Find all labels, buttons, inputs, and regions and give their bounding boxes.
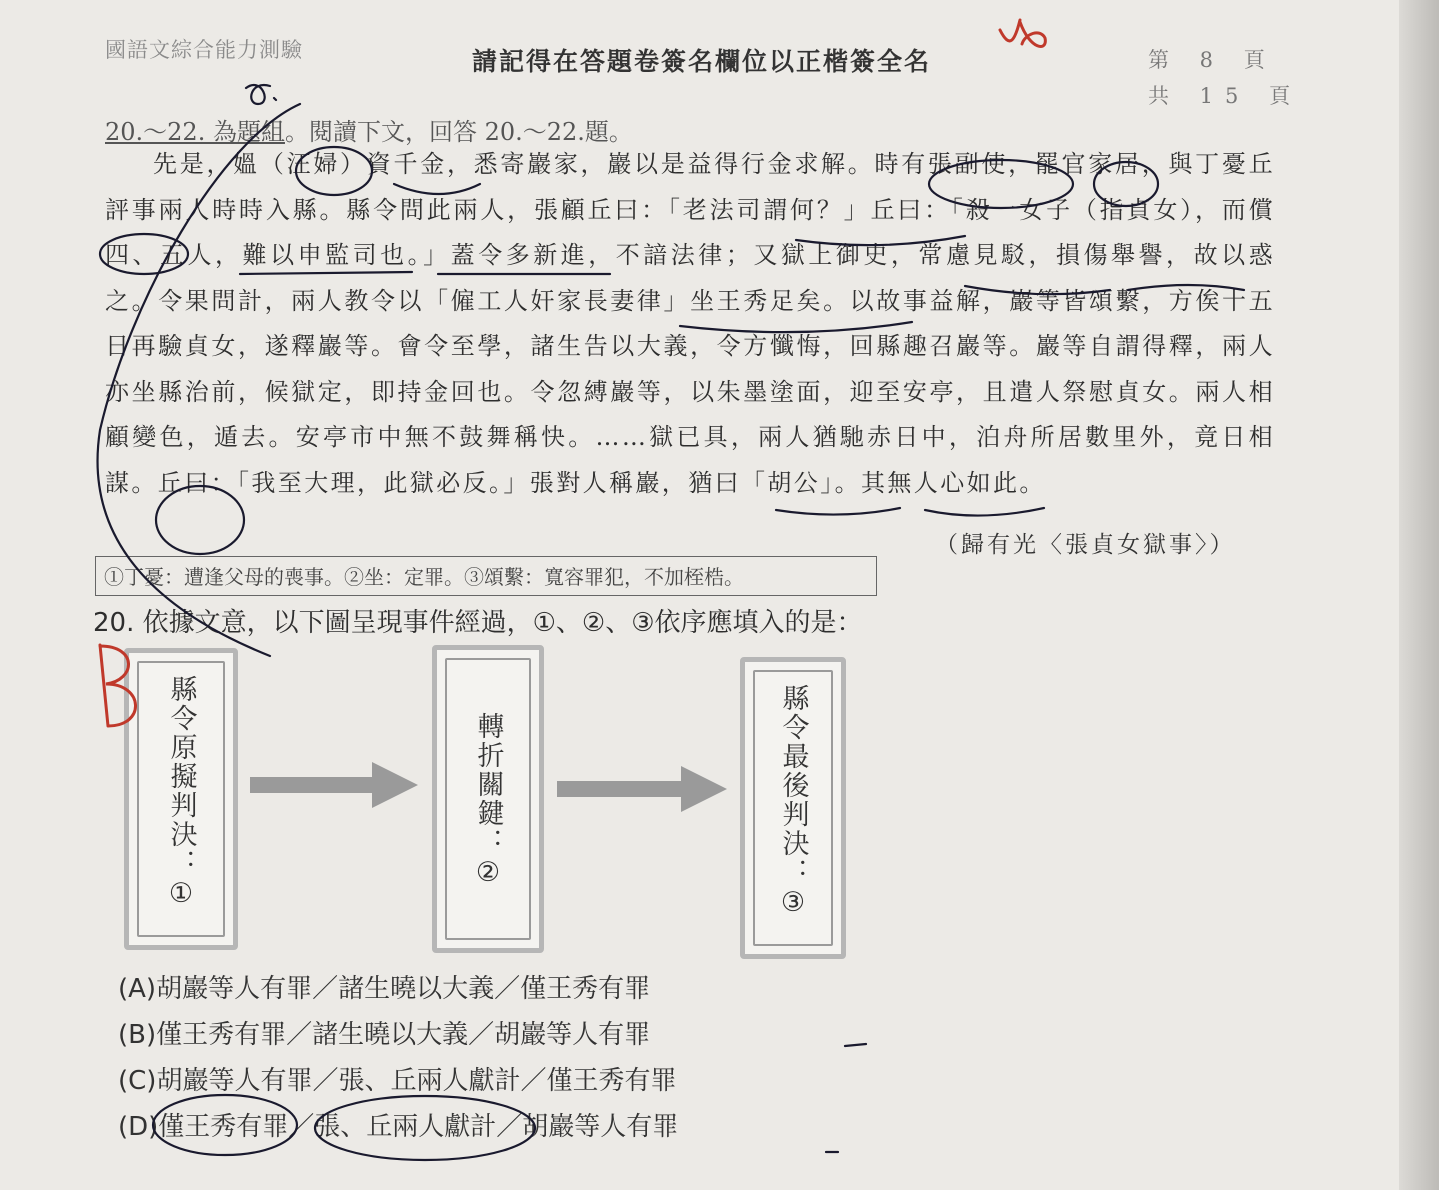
option-b[interactable]: (B)僅王秀有罪／諸生曉以大義／胡巖等人有罪 bbox=[118, 1020, 651, 1050]
exam-title: 國語文綜合能力測驗 bbox=[105, 38, 303, 62]
flow-box-final-verdict bbox=[740, 657, 846, 959]
pen-ticks bbox=[826, 1044, 866, 1152]
flow-arrow-1 bbox=[250, 760, 420, 810]
question-stem: 20. 依據文意，以下圖呈現事件經過，①、②、③依序應填入的是： bbox=[93, 608, 863, 638]
annotation-notes: ①丁憂：遭逢父母的喪事。②坐：定罪。③頌繫：寬容罪犯，不加桎梏。 bbox=[95, 556, 877, 596]
option-a[interactable]: (A)胡巖等人有罪／諸生曉以大義／僅王秀有罪 bbox=[118, 974, 651, 1004]
pen-doodle bbox=[246, 85, 276, 104]
reading-passage: 先是，媼（汪婦）資千金，悉寄巖家，巖以是益得行金求解。時有張副使，罷官家居，與丁憂丘評事兩人時時入縣。縣令問此兩人，張顧丘曰：「老法司謂何？」丘曰：「殺一女子（指貞女），而償四、五人，難以申監司也。」蓋令多新進，不諳法律；又獄上御史，常慮見駁，損傷舉譽，故以惑之。令果問計，兩人教令以「僱工人奸家長妻律」坐王秀足矣。以故事益解，巖等皆頌繫，方俟十五日再驗貞女，遂釋巖等。會令至學，諸生告以大義，令方懺悔，回縣趣召巖等。巖等自謂得釋，兩人亦坐縣治前，候獄定，即持金回也。令忽縛巖等，以朱墨塗面，迎至安亭，且遣人祭慰貞女。兩人相顧變色，遁去。安亭市中無不鼓舞稱快。……獄已具，兩人猶馳赤日中，泊舟所居數里外，竟日相謀。丘曰：「我至大理，此獄必反。」張對人稱巖，猶曰「胡公」。其無人心如此。 bbox=[105, 150, 1275, 497]
flow-label-final-verdict: 縣令最後判決：③ bbox=[777, 684, 809, 920]
passage-citation: （歸有光〈張貞女獄事〉） bbox=[935, 532, 1236, 558]
flow-arrow-2 bbox=[557, 764, 729, 814]
page-edge bbox=[1399, 0, 1439, 1190]
arrow-shaft bbox=[557, 781, 684, 797]
option-c[interactable]: (C)胡巖等人有罪／張、丘兩人獻計／僅王秀有罪 bbox=[118, 1066, 677, 1096]
answer-options bbox=[118, 966, 678, 1150]
arrow-head bbox=[681, 766, 727, 812]
handwritten-score-mark bbox=[1000, 20, 1045, 46]
group-prompt: 。閱讀下文，回答 20.～22.題。 bbox=[284, 118, 633, 146]
page-total: 共 15 頁 bbox=[1148, 84, 1303, 108]
arrow-head bbox=[372, 762, 418, 808]
flow-box-turning-point bbox=[432, 645, 544, 953]
flow-label-turning-point: 轉折關鍵：② bbox=[472, 712, 504, 890]
underline-wo-zhi-dali bbox=[776, 508, 1044, 516]
flow-label-original-verdict: 縣令原擬判決：① bbox=[165, 675, 197, 911]
signature-instruction: 請記得在答題卷簽名欄位以正楷簽全名 bbox=[472, 47, 932, 76]
arrow-shaft bbox=[250, 777, 375, 793]
group-range: 20.～22. 為題組 bbox=[105, 118, 285, 146]
page-number: 第 8 頁 bbox=[1148, 48, 1277, 72]
flow-box-original-verdict bbox=[124, 648, 238, 950]
option-d[interactable]: (D)僅王秀有罪／張、丘兩人獻計／胡巖等人有罪 bbox=[118, 1112, 679, 1142]
